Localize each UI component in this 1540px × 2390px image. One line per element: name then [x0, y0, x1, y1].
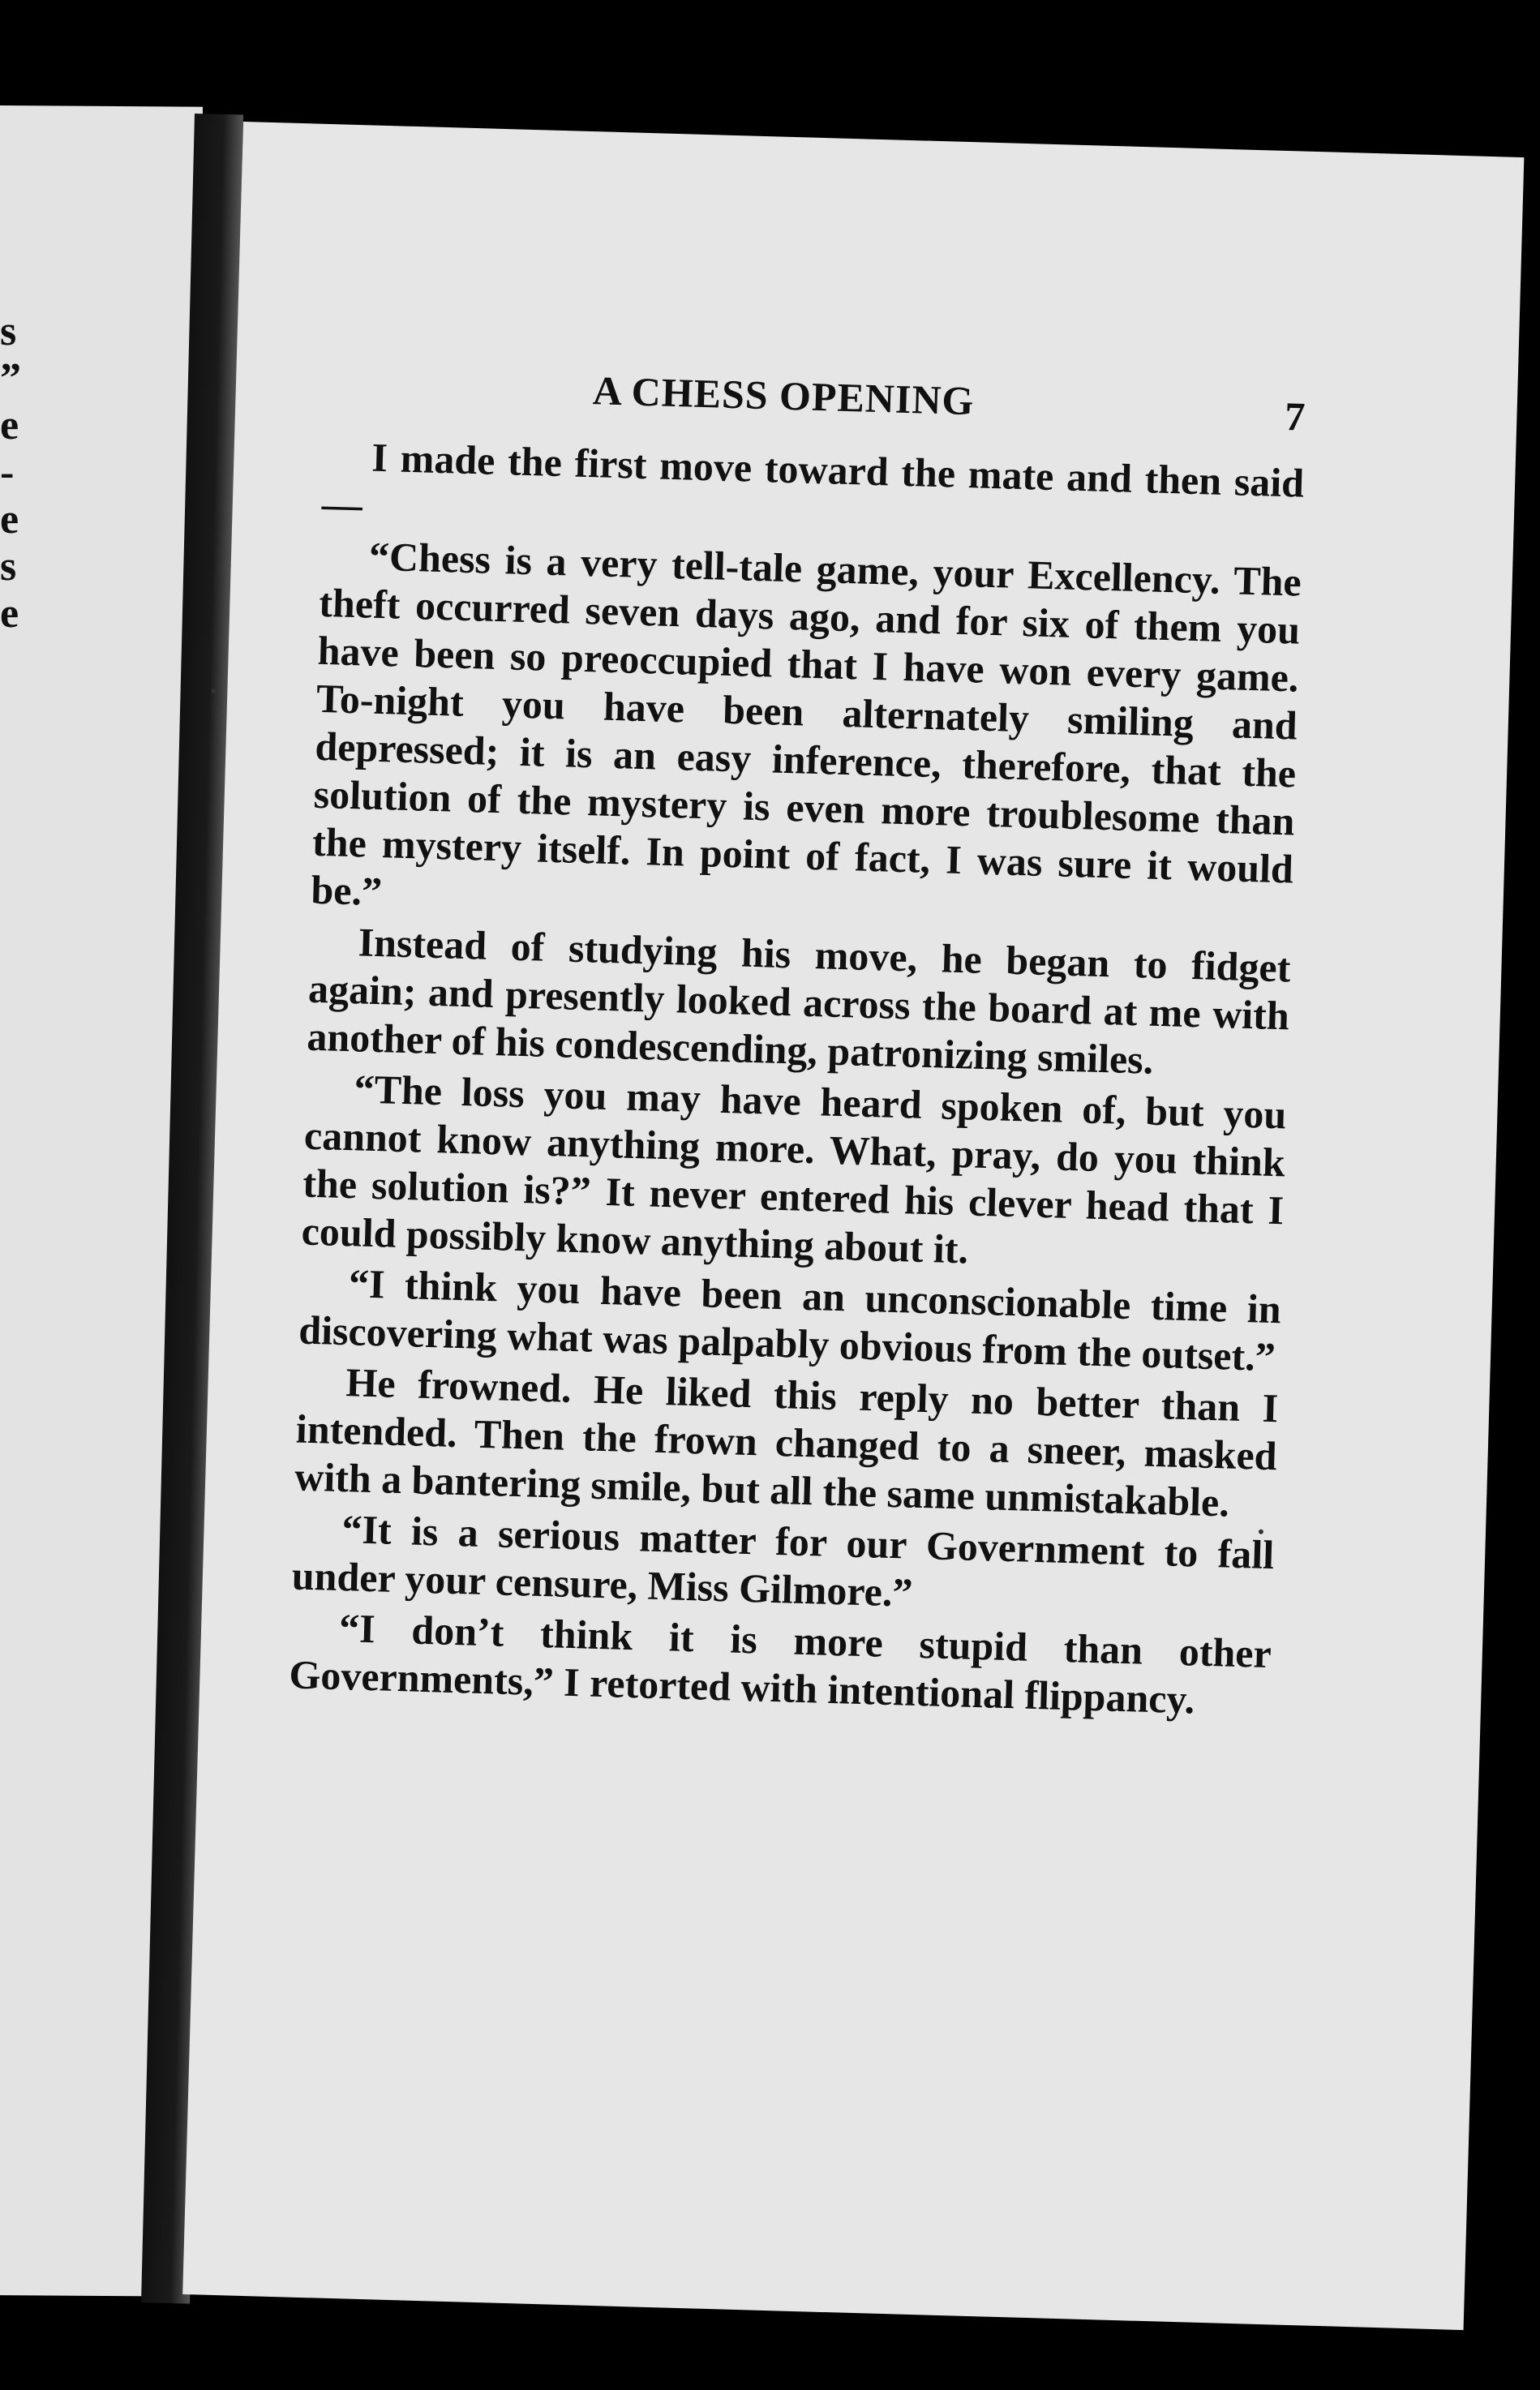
body-text	[289, 432, 1305, 1726]
left-fragment: e	[0, 590, 19, 637]
paragraph: “I think you have been an unconscionable time in discovering what was palpably obvious from the outset.”	[298, 1260, 1282, 1380]
left-fragment: ”	[0, 355, 21, 401]
page-content	[289, 359, 1307, 1729]
left-fragment: e	[0, 496, 19, 543]
paragraph: “Chess is a very tell-tale game, your Excellency. The theft occurred seven days ago, and for six of them you have been so preoccupied that I have won every game. To-night you have been alternately smiling and depressed; it is an easy inference, therefore, that the solution of the mystery is even more troublesome than the mystery itself. In point of fact, I was sure it would be.”	[310, 533, 1302, 915]
left-fragment: e	[0, 402, 19, 448]
paragraph: He frowned. He liked this reply no better than I intended. Then the frown changed to a sneer, masked with a bantering smile, but all the same unmistakable.	[294, 1359, 1279, 1525]
left-fragment: s	[0, 543, 17, 590]
paragraph: “The loss you may have heard spoken of, but you cannot know anything more. What, pray, do you think the solution is?” It never entered his clever head that I could possibly know anything about it.	[301, 1066, 1288, 1272]
paragraph: Instead of studying his move, he began to fidget again; and presently looked across the board at me with another of his condescending, patronizing smiles.	[306, 919, 1292, 1083]
running-title: A CHESS OPENING	[592, 367, 976, 424]
left-fragment: s	[0, 308, 17, 354]
left-page-text-fragments	[0, 308, 32, 637]
paragraph: “It is a serious matter for our Government to fall under your censure, Miss Gilmore.”	[291, 1506, 1275, 1616]
book-page	[182, 122, 1524, 2330]
page-number: 7	[1284, 393, 1307, 440]
left-fragment: -	[0, 449, 15, 496]
paragraph: I made the first move toward the mate and then said—	[321, 434, 1305, 528]
paragraph: “I don’t think it is more stupid than other Governments,” I retorted with intentional flippancy.	[288, 1605, 1272, 1723]
